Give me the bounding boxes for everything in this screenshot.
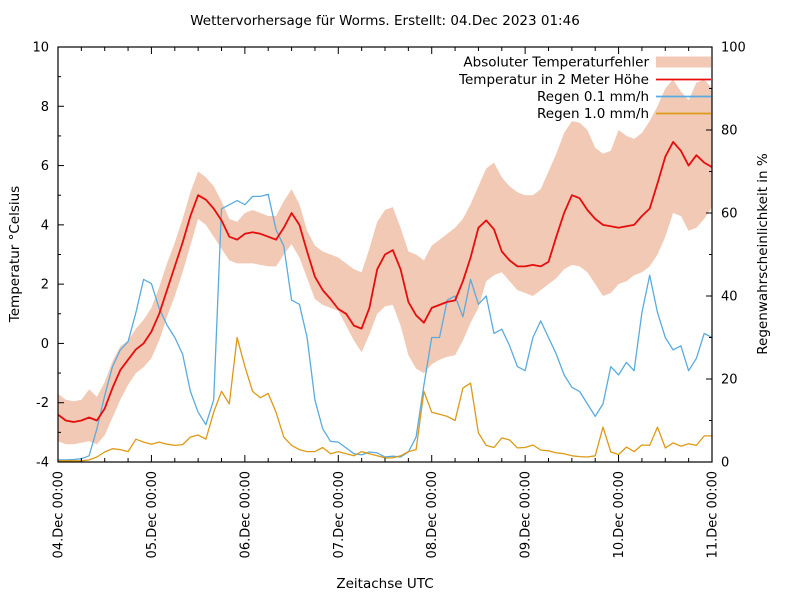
x-tick-label: 08.Dec 00:00 (425, 471, 441, 559)
x-tick-label: 07.Dec 00:00 (331, 471, 347, 559)
rain-10mm-line (58, 338, 712, 461)
y-tick-label-left: -4 (36, 455, 49, 471)
x-axis-label: Zeitachse UTC (336, 576, 434, 592)
legend-label: Regen 1.0 mm/h (537, 106, 649, 122)
y-tick-label-right: 60 (721, 206, 738, 222)
x-tick-label: 11.Dec 00:00 (705, 471, 721, 559)
y-axis-label-left: Temperatur °Celsius (7, 185, 23, 323)
y-tick-label-right: 80 (721, 123, 738, 139)
y-tick-label-left: -2 (36, 396, 49, 412)
y-tick-label-right: 40 (721, 289, 738, 305)
y-tick-label-left: 8 (40, 99, 49, 115)
x-tick-label: 05.Dec 00:00 (144, 471, 160, 559)
x-tick-label: 10.Dec 00:00 (612, 471, 628, 559)
y-tick-label-left: 2 (40, 277, 49, 293)
legend-label: Absoluter Temperaturfehler (463, 54, 649, 71)
y-tick-label-right: 0 (721, 455, 730, 471)
y-tick-label-right: 100 (721, 40, 746, 56)
y-axis-label-right: Regenwahrscheinlichkeit in % (755, 153, 771, 355)
legend-swatch-band (656, 57, 711, 68)
legend-item-temperature-error (463, 55, 711, 71)
y-tick-label-left: 0 (40, 336, 49, 352)
x-tick-label: 06.Dec 00:00 (238, 471, 254, 559)
legend-label: Regen 0.1 mm/h (537, 89, 649, 105)
x-tick-label: 09.Dec 00:00 (518, 471, 534, 559)
y-tick-label-left: 10 (32, 40, 49, 56)
temperature-error-band (58, 80, 712, 445)
y-tick-label-left: 6 (40, 159, 49, 175)
y-tick-label-right: 20 (721, 372, 738, 388)
legend-label: Temperatur in 2 Meter Höhe (459, 72, 649, 88)
chart-title: Wettervorhersage für Worms. Erstellt: 04.Dec 2023 01:46 (190, 13, 580, 29)
chart-render-layer (32, 41, 745, 559)
x-tick-label: 04.Dec 00:00 (51, 471, 67, 559)
y-tick-label-left: 4 (40, 218, 49, 234)
